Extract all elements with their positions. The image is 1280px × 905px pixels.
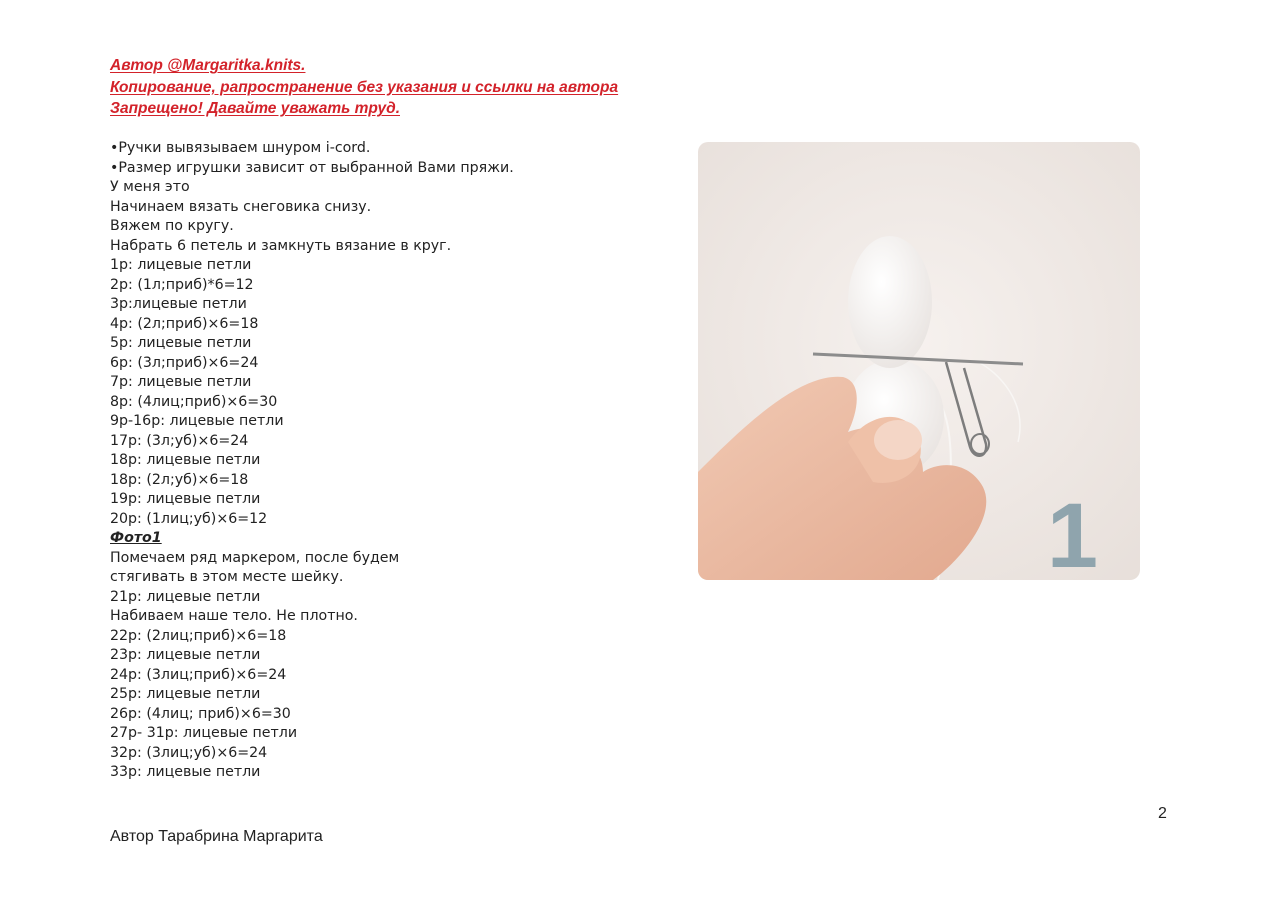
instruction-line: 1р: лицевые петли: [110, 257, 252, 273]
instruction-line: 27р- 31р: лицевые петли: [110, 725, 298, 741]
instruction-line: Начинаем вязать снеговика снизу.: [110, 198, 372, 215]
instruction-line: 33р: лицевые петли: [110, 764, 261, 780]
instruction-line: 21р: лицевые петли: [110, 588, 261, 605]
instruction-line: 19р: лицевые петли: [110, 491, 261, 507]
instruction-line: 17р: (3л;уб)×6=24: [110, 432, 249, 449]
instruction-line: 25р: лицевые петли: [110, 686, 261, 702]
copyright-prohibition: Запрещено! Давайте уважать труд.: [110, 100, 400, 117]
page-number: 2: [1158, 805, 1167, 822]
instruction-line: 24р: (3лиц;приб)×6=24: [110, 666, 287, 683]
copyright-header: [110, 55, 710, 120]
instruction-line: Набиваем наше тело. Не плотно.: [110, 608, 358, 624]
instruction-line: Вяжем по кругу.: [110, 218, 234, 234]
author-handle: Автор @Margaritka.knits.: [110, 57, 306, 74]
instruction-line: 26р: (4лиц; приб)×6=30: [110, 705, 291, 722]
photo-label: 1: [1046, 485, 1098, 580]
instruction-line: 23р: лицевые петли: [110, 647, 261, 663]
instruction-line: 9р-16р: лицевые петли: [110, 413, 284, 429]
snowman-photo: [698, 142, 1140, 580]
instruction-line: 32р: (3лиц;уб)×6=24: [110, 744, 268, 761]
instruction-line: стягивать в этом месте шейку.: [110, 569, 344, 585]
instruction-line: Помечаем ряд маркером, после будем: [110, 549, 400, 566]
copyright-notice: Копирование, рапространение без указания и ссылки на автора: [110, 78, 619, 96]
footer-author: Автор Тарабрина Маргарита: [110, 828, 323, 845]
instruction-line: 3р:лицевые петли: [110, 296, 247, 312]
instruction-line: 22р: (2лиц;приб)×6=18: [110, 627, 287, 644]
pattern-instructions: [110, 139, 670, 783]
instruction-line: 4р: (2л;приб)×6=18: [110, 315, 259, 332]
instruction-line: Набрать 6 петель и замкнуть вязание в круг.: [110, 237, 452, 254]
instruction-line: •Ручки вывязываем шнуром i-cord.: [110, 140, 371, 156]
instruction-line: 18р: (2л;уб)×6=18: [110, 471, 249, 488]
instruction-line: •Размер игрушки зависит от выбранной Вами пряжи.: [110, 159, 514, 176]
instruction-line: 6р: (3л;приб)×6=24: [110, 354, 259, 371]
photo-reference: Фото1: [110, 530, 162, 546]
instruction-line: У меня это: [110, 179, 190, 195]
instruction-line: 8р: (4лиц;приб)×6=30: [110, 393, 278, 410]
instruction-line: 2р: (1л;приб)*6=12: [110, 276, 254, 293]
instruction-line: 18р: лицевые петли: [110, 452, 261, 468]
instruction-line: 5р: лицевые петли: [110, 335, 252, 351]
instruction-line: 7р: лицевые петли: [110, 374, 252, 390]
instruction-line: 20р: (1лиц;уб)×6=12: [110, 510, 268, 527]
